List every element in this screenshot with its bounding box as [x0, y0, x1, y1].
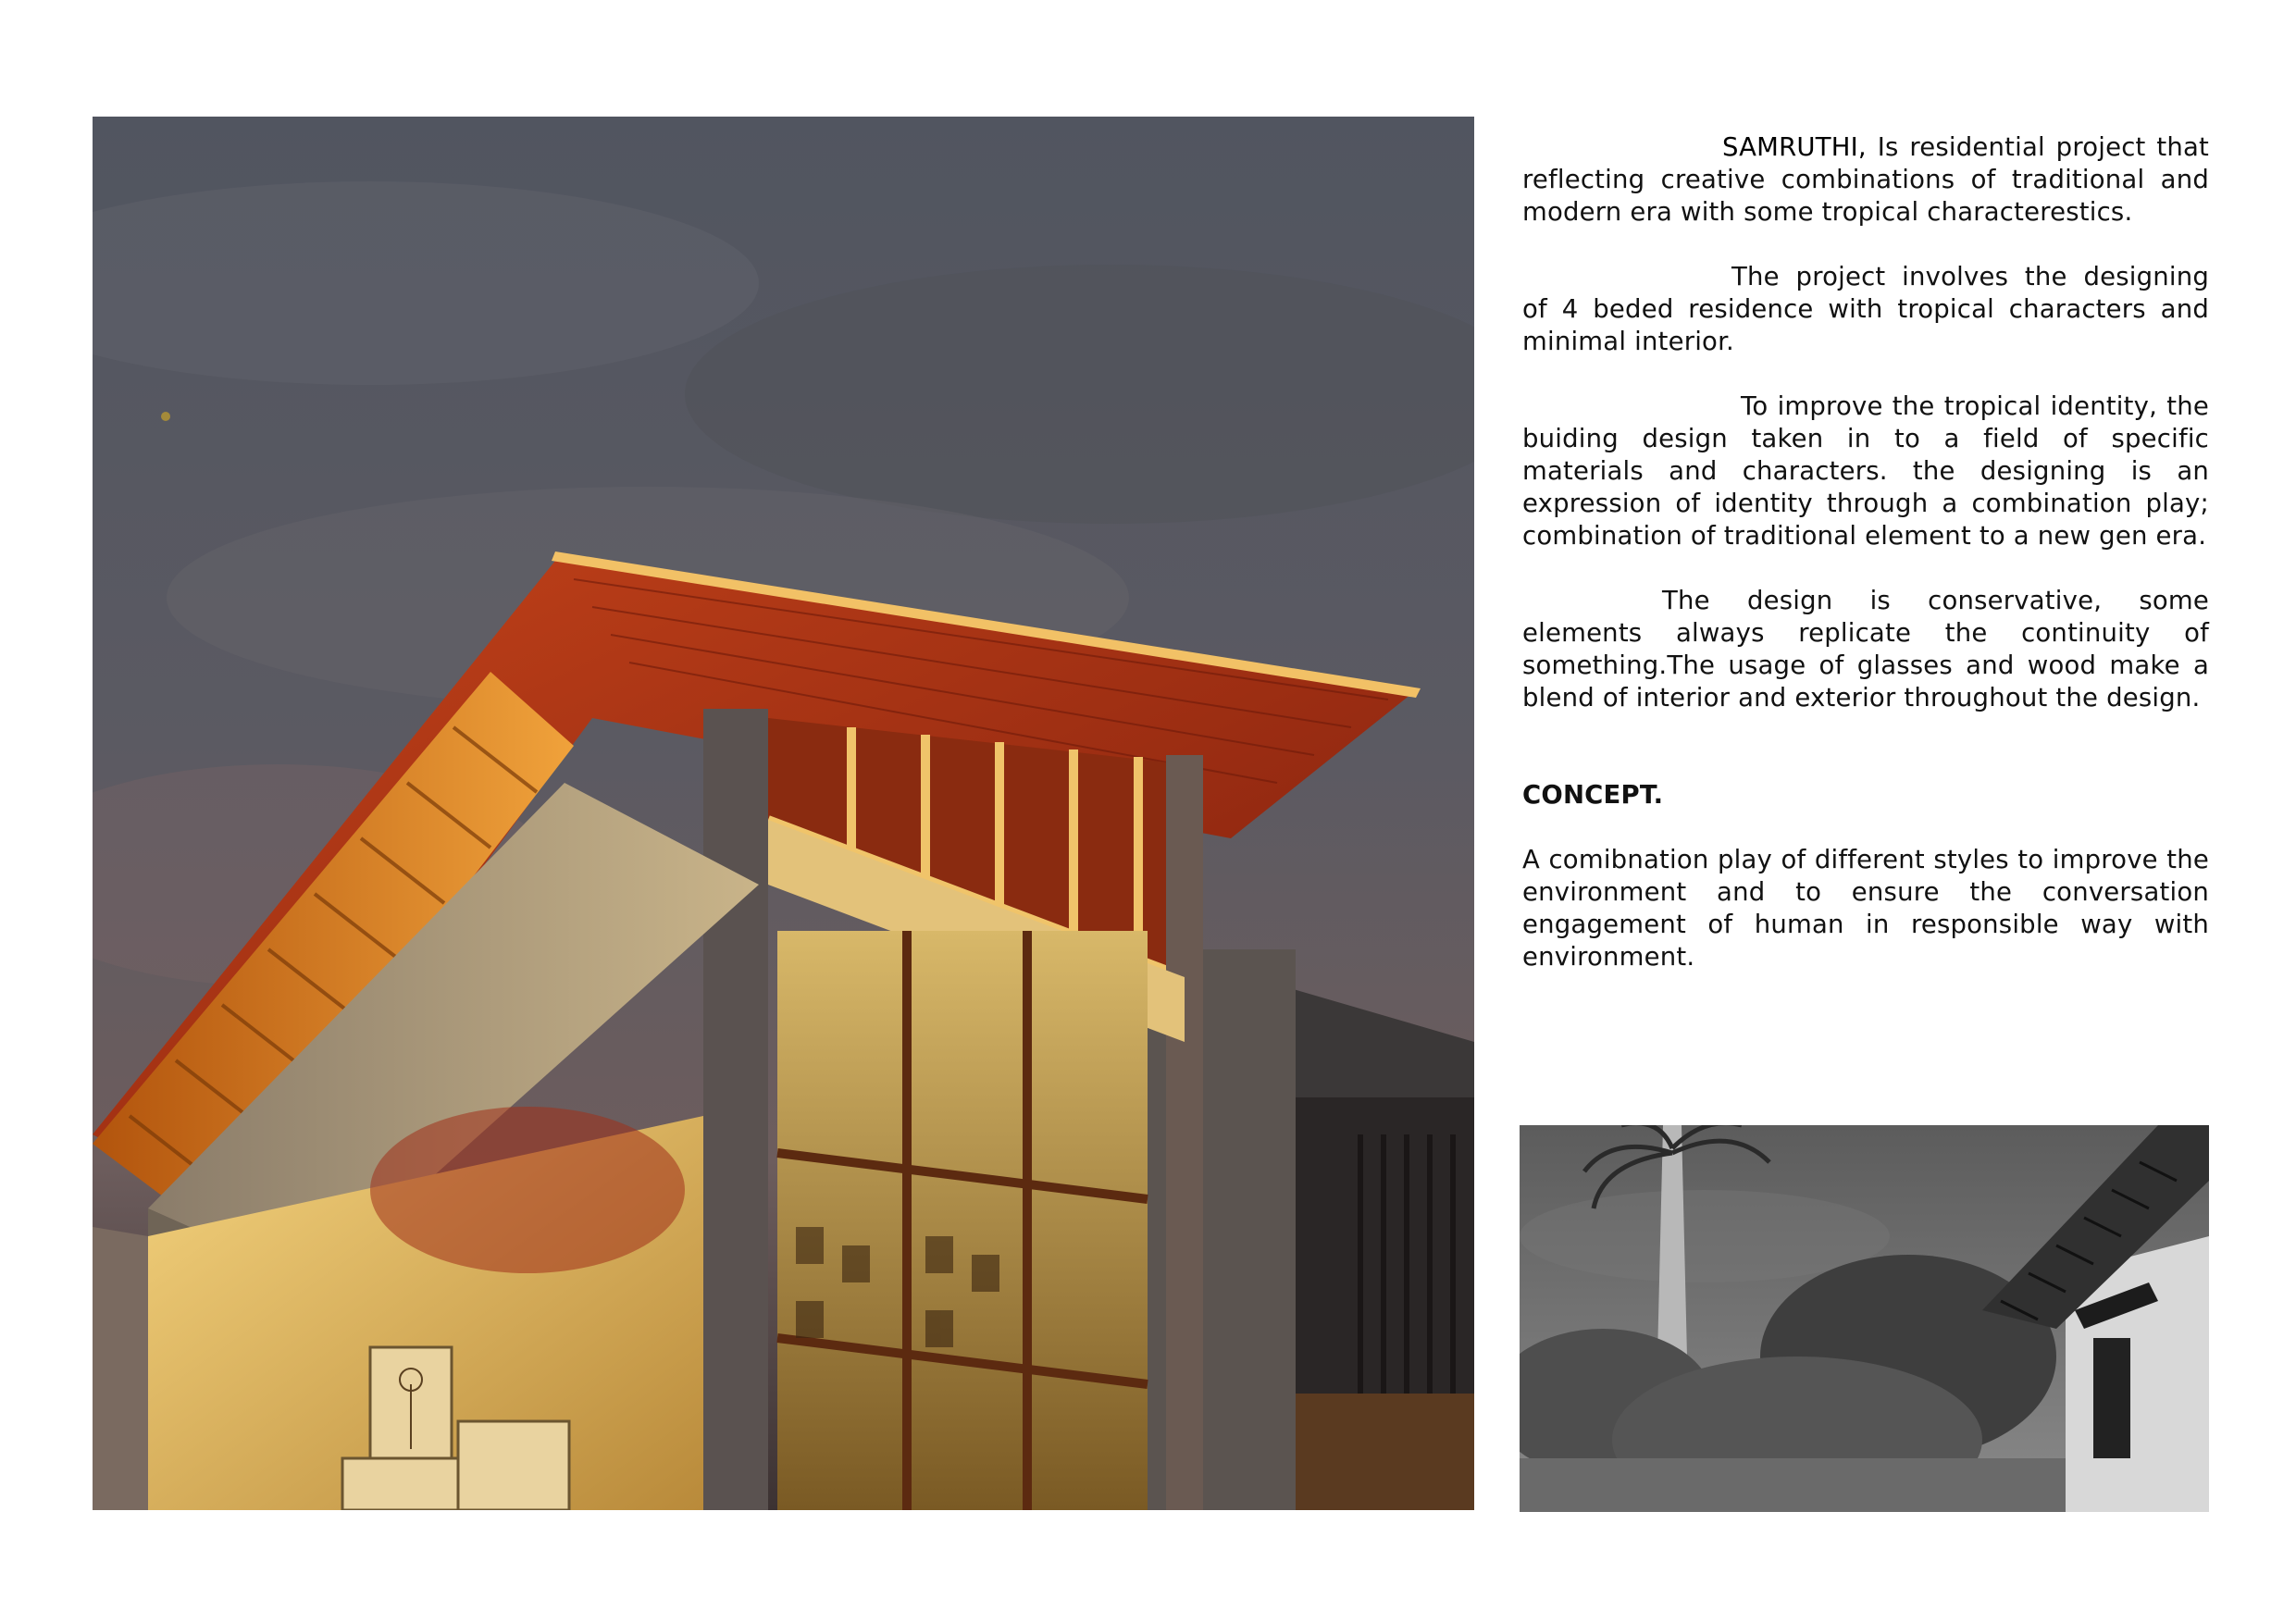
- main-render-image: [93, 117, 1474, 1510]
- identity-paragraph: [1522, 390, 2209, 552]
- project-name: SAMRUTHI,: [1722, 132, 1867, 162]
- design-text: The design is conservative, some elements always replicate the continuity of something.The usage of glasses and wood make a blend of interior and exterior throughout the design.: [1522, 586, 2209, 712]
- description-column: [1522, 131, 2209, 1006]
- intro-text: Is residential project that reflecting creative combinations of traditional and modern era with some tropical characterestics.: [1522, 132, 2209, 227]
- concept-heading: CONCEPT.: [1522, 780, 1664, 810]
- palm-and-eave-illustration: [1520, 1125, 2209, 1512]
- concept-paragraph: A comibnation play of different styles to improve the environment and to ensure the conversation engagement of human in responsible way with environment.: [1522, 845, 2209, 972]
- house-render-illustration: [93, 117, 1474, 1510]
- identity-text: To improve the tropical identity, the buiding design taken in to a field of specific materials and characters. the designing is an expression of identity through a combination play; combination of traditional element to a new gen era.: [1522, 391, 2209, 551]
- intro-paragraph: [1522, 131, 2209, 229]
- scope-paragraph: [1522, 261, 2209, 358]
- secondary-render-image: [1520, 1125, 2209, 1512]
- scope-text: The project involves the designing of 4 beded residence with tropical characters and minimal interior.: [1522, 262, 2209, 356]
- design-paragraph: [1522, 585, 2209, 714]
